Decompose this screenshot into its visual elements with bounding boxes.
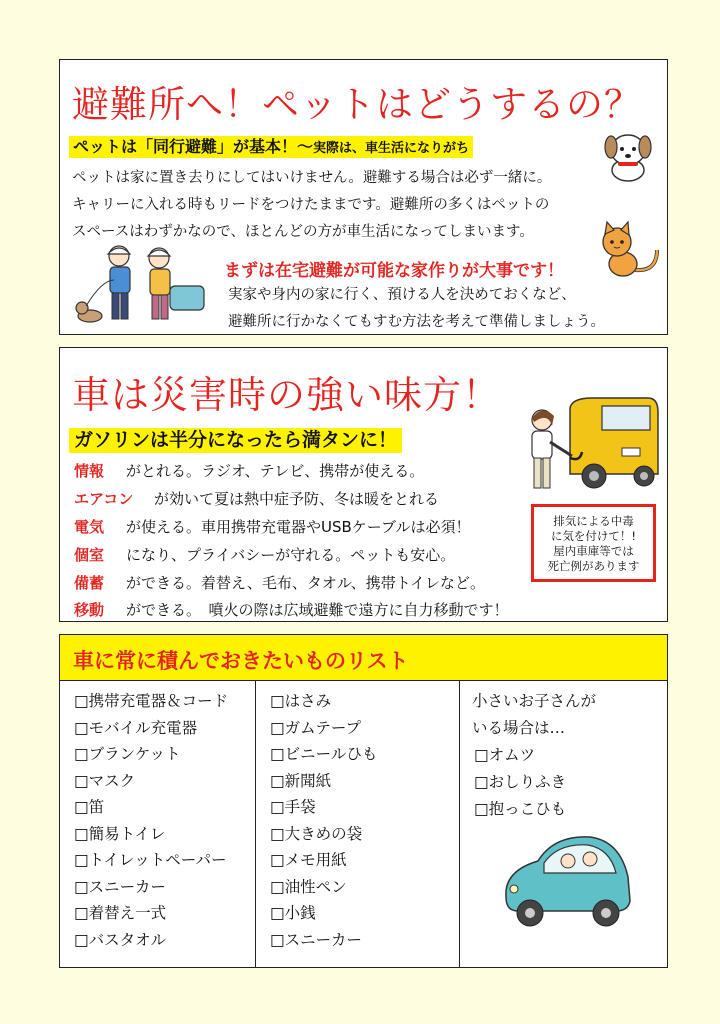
checklist-header: [60, 635, 667, 681]
checklist-column-children: [460, 681, 667, 967]
feature-row: [74, 599, 509, 620]
checklist-item: □小銭: [270, 904, 316, 922]
pet-evacuation-section: [59, 59, 668, 335]
checklist-title: 車に常に積んでおきたいものリスト: [73, 649, 409, 673]
feature-row: [74, 572, 485, 593]
cat-illustration: [595, 220, 665, 280]
feature-row: [74, 544, 455, 565]
car-section-title: 車は災害時の強い味方！: [72, 373, 502, 417]
checklist-item: □マスク: [74, 771, 136, 790]
checklist-item: □着替え一式: [74, 904, 167, 922]
warning-line: 死亡例があります: [547, 559, 640, 573]
checklist-item: □手袋: [270, 798, 316, 816]
feature-text: ができる。着替え、毛布、タオル、携帯トイレなど。: [126, 574, 485, 592]
feature-key: エアコン: [74, 490, 134, 508]
checklist-item: □ビニールひも: [270, 745, 378, 763]
warning-line: 排気による中毒: [553, 514, 634, 528]
feature-text: になり、プライバシーが守れる。ペットも安心。: [126, 546, 456, 564]
pet-body-line: スペースはわずかなので、ほとんどの方が車生活になってしまいます。: [72, 224, 534, 240]
checklist-item: □スニーカー: [270, 930, 362, 949]
checklist-item: □ブランケット: [74, 745, 181, 763]
checklist-item: □オムツ: [474, 746, 536, 764]
feature-text: がとれる。ラジオ、テレビ、携帯が使える。: [126, 462, 425, 480]
refueling-illustration: [522, 396, 662, 496]
pet-tip-line: 避難所に行かなくてもすむ方法を考えて準備しましょう。: [228, 314, 605, 330]
pet-body-line: ペットは家に置き去りにしてはいけません。避難する場合は必ず一緒に。: [72, 170, 552, 186]
feature-key: 個室: [74, 546, 105, 564]
car-checklist-section: [59, 634, 668, 968]
exhaust-warning-box: [531, 504, 656, 582]
checklist-item: □笛: [74, 798, 105, 816]
checklist-item: □はさみ: [270, 692, 332, 710]
pet-subtitle-main: ペットは「同行避難」が基本！～: [73, 137, 314, 156]
feature-text: が効いて夏は熱中症予防、冬は暖をとれる: [154, 490, 440, 508]
pet-section-title: 避難所へ！ペットはどうするの？: [72, 83, 642, 126]
pet-subtitle-small: 実際は、車生活になりがち: [313, 141, 470, 156]
feature-text: が使える。車用携帯充電器やUSBケーブルは必須！: [126, 518, 471, 536]
checklist-item: □抱っこひも: [474, 800, 567, 818]
feature-key: 移動: [74, 601, 105, 619]
children-intro-line: 小さいお子さんが: [472, 692, 597, 710]
checklist-item: □簡易トイレ: [74, 824, 166, 843]
children-intro-line: いる場合は…: [472, 719, 566, 737]
pet-subtitle: [69, 136, 473, 158]
checklist-item: □トイレットペーパー: [74, 851, 227, 869]
warning-line: 屋内車庫等では: [553, 544, 634, 558]
checklist-column-tools: [256, 681, 460, 967]
feature-text: ができる。 噴火の際は広域避難で遠方に自力移動です！: [126, 601, 509, 619]
feature-row: [74, 488, 439, 509]
feature-key: 情報: [74, 462, 105, 480]
checklist-item: □大きめの袋: [270, 824, 363, 843]
checklist-item: □モバイル充電器: [74, 718, 198, 737]
checklist-item: □メモ用紙: [270, 851, 347, 869]
warning-line: に気を付けて！!: [550, 529, 637, 543]
checklist-item: □新聞紙: [270, 771, 332, 790]
checklist-item: □おしりふき: [474, 773, 567, 791]
checklist-item: □油性ペン: [270, 877, 347, 896]
car-subtitle: ガソリンは半分になったら満タンに！: [69, 428, 402, 453]
family-car-illustration: [498, 827, 636, 931]
feature-key: 電気: [74, 518, 105, 536]
checklist-item: □バスタオル: [74, 930, 167, 949]
pet-tip-line: 実家や身内の家に行く、預ける人を決めておくなど、: [228, 287, 576, 303]
dog-illustration: [598, 122, 660, 184]
pet-tip-title: まずは在宅避難が可能な家作りが大事です！: [224, 261, 564, 281]
checklist-column-general: [60, 681, 256, 967]
car-advantage-section: [59, 347, 668, 622]
checklist-item: □ガムテープ: [270, 718, 362, 737]
checklist-item: □携帯充電器＆コード: [74, 692, 229, 710]
checklist-item: □スニーカー: [74, 877, 166, 896]
evacuating-people-illustration: [74, 240, 224, 330]
feature-key: 備蓄: [74, 574, 105, 592]
feature-row: [74, 516, 470, 537]
pet-body-line: キャリーに入れる時もリードをつけたままです。避難所の多くはペットの: [72, 197, 550, 213]
feature-row: [74, 460, 424, 481]
